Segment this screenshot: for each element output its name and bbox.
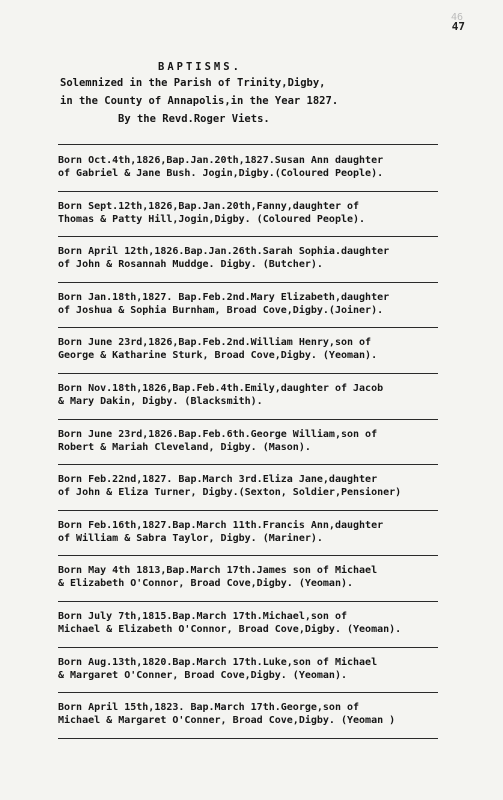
entry-divider: [58, 692, 438, 693]
entry-line-1: Born June 23rd,1826,Bap.Feb.2nd.William Henry,son of: [58, 337, 372, 349]
entry-divider: [58, 236, 438, 237]
entry-divider: [58, 191, 438, 192]
baptism-entry: [58, 654, 478, 700]
baptism-entry: [58, 471, 478, 517]
entry-line-1: Born Aug.13th,1820.Bap.March 17th.Luke,son of Michael: [58, 656, 378, 668]
entry-line-2: Thomas & Patty Hill,Jogin,Digby. (Coloured People).: [58, 213, 366, 225]
entry-line-2: of John & Rosannah Muddge. Digby. (Butcher).: [58, 259, 323, 271]
baptism-entry: [58, 517, 478, 563]
entry-line-1: Born Nov.18th,1826,Bap.Feb.4th.Emily,daughter of Jacob: [58, 382, 384, 394]
entry-line-2: George & Katharine Sturk, Broad Cove,Digby. (Yeoman).: [58, 350, 378, 362]
baptism-entry: [58, 198, 478, 244]
entry-line-2: Robert & Mariah Cleveland, Digby. (Mason).: [58, 441, 311, 453]
baptism-entries: [58, 152, 478, 745]
entry-line-1: Born May 4th 1813,Bap.March 17th.James son of Michael: [58, 565, 378, 577]
entry-line-2: of John & Eliza Turner, Digby.(Sexton, Soldier,Pensioner): [58, 487, 402, 499]
entry-line-2: of Joshua & Sophia Burnham, Broad Cove,Digby.(Joiner).: [58, 304, 384, 316]
faint-page-number: 46: [450, 12, 463, 23]
entry-line-1: Born Feb.22nd,1827. Bap.March 3rd.Eliza Jane,daughter: [58, 474, 378, 486]
entry-divider: [58, 510, 438, 511]
baptism-entry: [58, 699, 478, 745]
entry-divider: [58, 647, 438, 648]
entry-divider: [58, 373, 438, 374]
entry-line-1: Born Oct.4th,1826,Bap.Jan.20th,1827.Susan Ann daughter: [58, 155, 384, 166]
entry-line-2: & Elizabeth O'Connor, Broad Cove,Digby. (Yeoman).: [58, 578, 354, 590]
entry-line-1: Born Jan.18th,1827. Bap.Feb.2nd.Mary Elizabeth,daughter: [58, 291, 390, 303]
page-number: 47: [451, 20, 465, 33]
entry-line-2: of William & Sabra Taylor, Digby. (Mariner).: [58, 532, 323, 544]
baptism-entry: [58, 608, 478, 654]
baptism-entry: [58, 426, 478, 472]
header-parish-line: Solemnized in the Parish of Trinity,Digby,: [60, 77, 326, 89]
entry-line-2: Michael & Elizabeth O'Connor, Broad Cove,Digby. (Yeoman).: [58, 623, 402, 635]
entry-divider: [58, 464, 438, 465]
baptism-entry: [58, 152, 478, 198]
baptism-entry: [58, 243, 478, 289]
baptism-entry: [58, 289, 478, 335]
entry-divider: [58, 327, 438, 328]
header-divider: [58, 144, 438, 145]
baptism-entry: [58, 380, 478, 426]
baptism-entry: [58, 334, 478, 380]
entry-line-1: Born April 12th,1826.Bap.Jan.26th.Sarah Sophia.daughter: [58, 246, 390, 258]
entry-line-1: Born Sept.12th,1826,Bap.Jan.20th,Fanny,daughter of: [58, 200, 360, 212]
register-title: BAPTISMS.: [158, 61, 242, 73]
entry-line-2: & Mary Dakin, Digby. (Blacksmith).: [58, 395, 263, 407]
entry-line-1: Born June 23rd,1826.Bap.Feb.6th.George William,son of: [58, 428, 378, 440]
entry-line-2: of Gabriel & Jane Bush. Jogin,Digby.(Coloured People).: [58, 168, 384, 179]
entry-divider: [58, 601, 438, 602]
baptism-entry: [58, 562, 478, 608]
entry-divider: [58, 282, 438, 283]
header-minister-line: By the Revd.Roger Viets.: [118, 113, 270, 125]
register-header: [60, 58, 460, 128]
entry-divider: [58, 419, 438, 420]
entry-line-2: & Margaret O'Conner, Broad Cove,Digby. (Yeoman).: [58, 669, 347, 681]
entry-line-1: Born Feb.16th,1827.Bap.March 11th.Francis Ann,daughter: [58, 519, 384, 531]
entry-line-2: Michael & Margaret O'Conner, Broad Cove,Digby. (Yeoman ): [58, 715, 396, 727]
entry-divider: [58, 738, 438, 739]
entry-line-1: Born April 15th,1823. Bap.March 17th.George,son of: [58, 702, 360, 714]
entry-divider: [58, 555, 438, 556]
header-county-line: in the County of Annapolis,in the Year 1827.: [60, 95, 339, 107]
entry-line-1: Born July 7th,1815.Bap.March 17th.Michael,son of: [58, 610, 347, 622]
